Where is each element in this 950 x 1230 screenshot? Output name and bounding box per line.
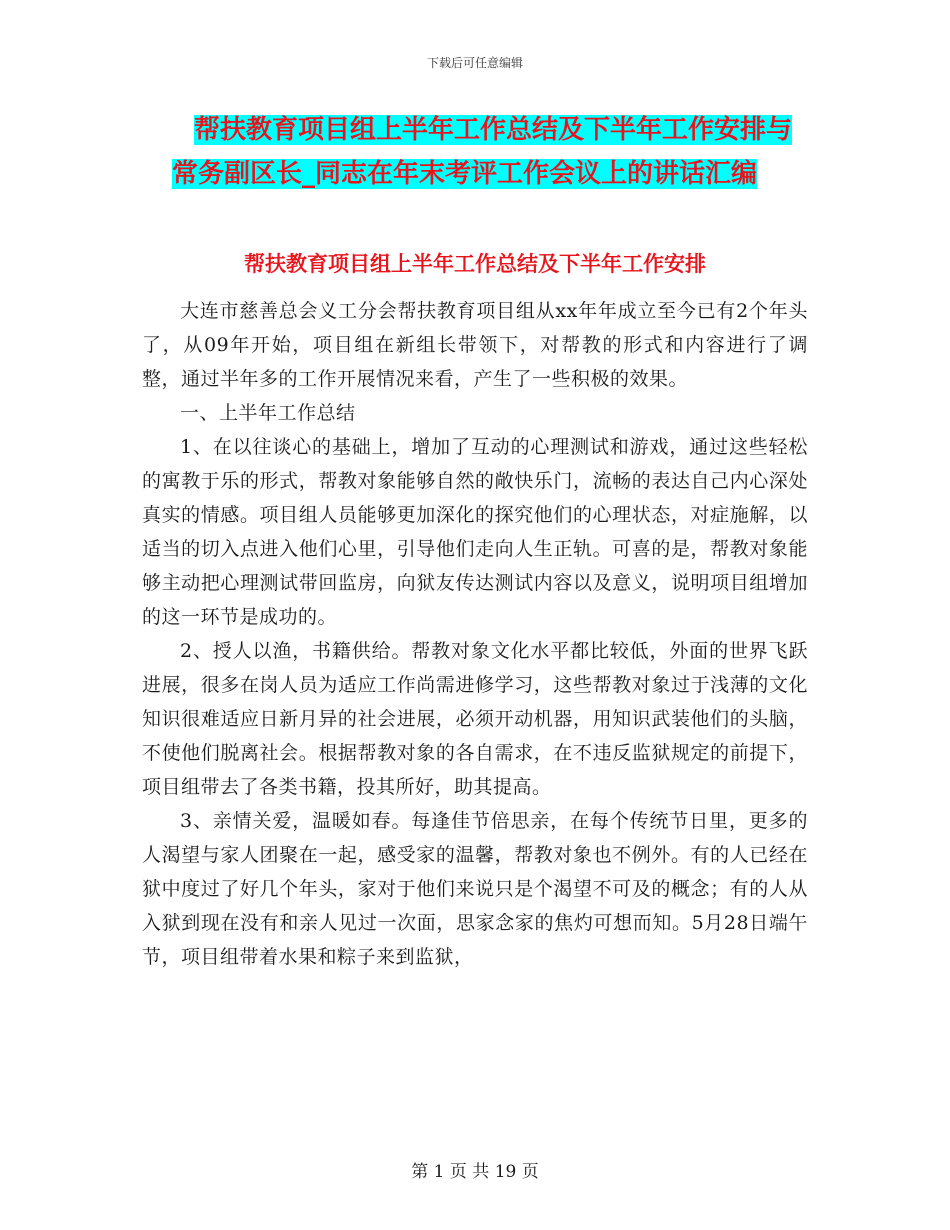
paragraph-item-1: 1、在以往谈心的基础上，增加了互动的心理测试和游戏，通过这些轻松的寓教于乐的形式，帮教对象能够自然的敞快乐门，流畅的表达自己内心深处真实的情感。项目组人员能够更加深化的探究他们的心理状态，对症施解，以适当的切入点进入他们心里，引导他们走向人生正轨。可喜的是，帮教对象能够主动把心理测试带回监房，向狱友传达测试内容以及意义，说明项目组增加的这一环节是成功的。 bbox=[142, 436, 808, 628]
header-note: 下载后可任意编辑 bbox=[426, 56, 523, 70]
title-line-2 bbox=[172, 152, 812, 196]
page-footer: 第 1 页 共 19 页 bbox=[411, 1162, 539, 1182]
document-title bbox=[172, 108, 812, 196]
paragraph-intro: 大连市慈善总会义工分会帮扶教育项目组从xx年年成立至今已有2个年头了，从09年开始，项目组在新组长带领下，对帮教的形式和内容进行了调整，通过半年多的工作开展情况来看，产生了一些积极的效果。 bbox=[142, 300, 808, 390]
title-line-1-text: 帮扶教育项目组上半年工作总结及下半年工作安排与 bbox=[194, 115, 793, 145]
paragraph-item-3: 3、亲情关爱，温暖如春。每逢佳节倍思亲，在每个传统节日里，更多的人渴望与家人团聚在一起，感受家的温馨，帮教对象也不例外。有的人已经在狱中度过了好几个年头，家对于他们来说只是个渴望不可及的概念；有的人从入狱到现在没有和亲人见过一次面，思家念家的焦灼可想而知。5月28日端午节，项目组带着水果和粽子来到监狱， bbox=[142, 810, 808, 968]
title-line-2-text: 常务副区长_同志在年末考评工作会议上的讲话汇编 bbox=[172, 159, 758, 189]
document-body bbox=[142, 294, 808, 974]
section-title: 帮扶教育项目组上半年工作总结及下半年工作安排 bbox=[244, 252, 706, 276]
paragraph-heading-1: 一、上半年工作总结 bbox=[180, 402, 356, 424]
title-line-1 bbox=[172, 108, 812, 152]
paragraph-item-2: 2、授人以渔，书籍供给。帮教对象文化水平都比较低，外面的世界飞跃进展，很多在岗人员为适应工作尚需进修学习，这些帮教对象过于浅薄的文化知识很难适应日新月异的社会进展，必须开动机器，用知识武装他们的头脑，不使他们脱离社会。根据帮教对象的各自需求，在不违反监狱规定的前提下，项目组带去了各类书籍，投其所好，助其提高。 bbox=[142, 640, 808, 798]
